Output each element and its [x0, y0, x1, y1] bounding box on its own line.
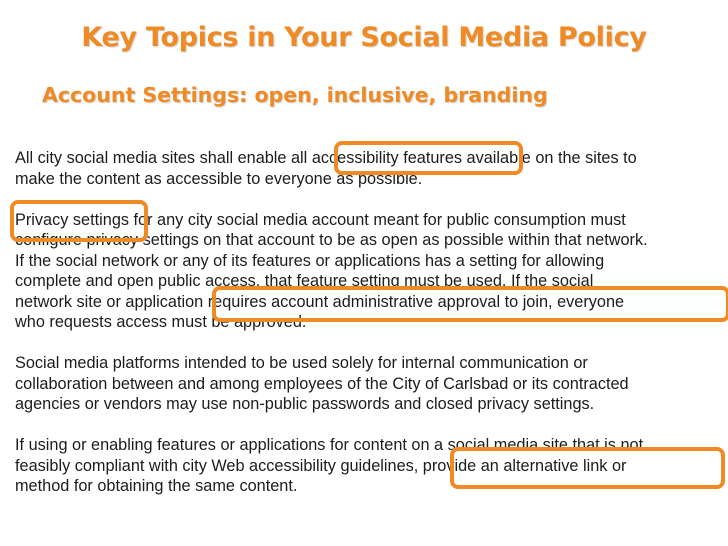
text-line: If the social network or any of its features or applications has a setting for allowing: [15, 251, 605, 270]
text-line: make the content as accessible to everyone as possible.: [15, 169, 423, 188]
paragraph-gap: [15, 333, 727, 354]
text-line: configure privacy settings on that account to be as open as possible within that network.: [15, 231, 648, 249]
highlight-administrative-approval: [212, 286, 728, 322]
text-line: network site or application requires account administrative approval to join, everyone: [15, 292, 625, 311]
highlight-privacy-settings: [10, 200, 148, 242]
text-line: complete and open public access, that feature setting must be used. If the social: [15, 272, 594, 290]
text-line: All city social media sites shall enable all accessibility features available on the sites to: [15, 149, 637, 167]
slide-subtitle: Account Settings: open, inclusive, branding: [42, 83, 548, 107]
paragraph-gap: [15, 415, 727, 436]
paragraph-internal: [15, 353, 727, 415]
highlight-accessibility-features: [334, 141, 523, 175]
text-line: agencies or vendors may use non-public passwords and closed privacy settings.: [15, 395, 595, 413]
text-line: who requests access must be approved.: [15, 313, 307, 331]
text-line: feasibly compliant with city Web accessibility guidelines, provide an alternative link or: [15, 456, 627, 475]
text-line: method for obtaining the same content.: [15, 477, 298, 495]
text-line: collaboration between and among employees of the City of Carlsbad or its contracted: [15, 374, 629, 393]
slide-title: Key Topics in Your Social Media Policy: [81, 22, 647, 53]
text-line: Social media platforms intended to be used solely for internal communication or: [15, 354, 588, 372]
text-line: Privacy settings for any city social media account meant for public consumption must: [15, 210, 626, 229]
highlight-alternative-link: [450, 447, 725, 489]
text-line: If using or enabling features or applications for content on a social media site that is not: [15, 436, 644, 454]
